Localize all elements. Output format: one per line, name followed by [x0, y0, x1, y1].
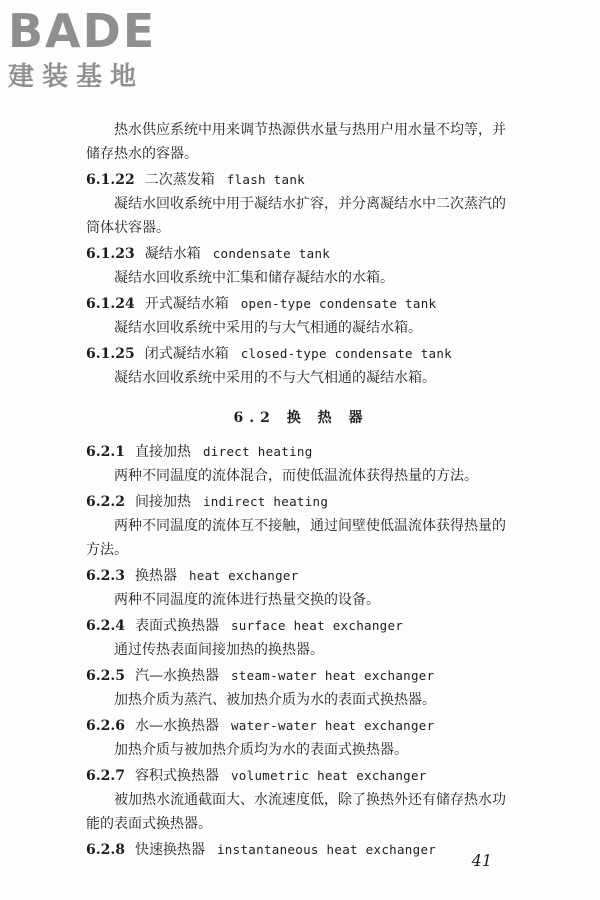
term-number: 6.1.22: [86, 172, 135, 188]
term-chinese: 间接加热: [134, 494, 191, 510]
term-english: volumetric heat exchanger: [230, 768, 427, 783]
term-entry: [86, 614, 516, 662]
term-entry: [86, 714, 516, 762]
term-entry: [86, 292, 516, 340]
term-english: indirect heating: [202, 494, 329, 509]
term-definition: 加热介质为蒸汽、被加热介质为水的表面式换热器。: [114, 692, 436, 708]
term-english: flash tank: [226, 172, 305, 187]
term-english: water-water heat exchanger: [230, 718, 435, 733]
term-number: 6.2.3: [86, 568, 125, 584]
entries-6-2: [86, 440, 516, 862]
term-number: 6.2.1: [86, 444, 125, 460]
term-entry: [86, 764, 516, 836]
term-number: 6.2.6: [86, 718, 125, 734]
term-english: open-type condensate tank: [240, 296, 437, 311]
term-entry: [86, 838, 516, 862]
term-entry: [86, 168, 516, 240]
term-chinese: 表面式换热器: [134, 618, 219, 634]
term-number: 6.2.4: [86, 618, 125, 634]
term-number: 6.1.24: [86, 296, 135, 312]
term-heading: [86, 564, 516, 588]
term-chinese: 水—水换热器: [134, 718, 219, 734]
term-chinese: 凝结水箱: [144, 246, 201, 262]
term-english: steam-water heat exchanger: [230, 668, 435, 683]
term-definition: 两种不同温度的流体进行热量交换的设备。: [114, 592, 380, 608]
term-english: closed-type condensate tank: [240, 346, 453, 361]
term-heading: [86, 764, 516, 788]
term-heading: [86, 168, 516, 192]
logo-wordmark: BADE: [8, 4, 157, 58]
term-number: 6.1.25: [86, 346, 135, 362]
term-entry: [86, 242, 516, 290]
term-heading: [86, 714, 516, 738]
term-definition: 凝结水回收系统中汇集和储存凝结水的水箱。: [114, 270, 394, 286]
term-heading: [86, 342, 516, 366]
term-chinese: 开式凝结水箱: [144, 296, 229, 312]
term-number: 6.1.23: [86, 246, 135, 262]
term-chinese: 闭式凝结水箱: [144, 346, 229, 362]
term-entry: [86, 490, 516, 562]
section-title: 6.2 换 热 器: [233, 410, 369, 426]
term-definition: 两种不同温度的流体混合，而使低温流体获得热量的方法。: [114, 468, 478, 484]
term-heading: [86, 440, 516, 464]
term-entry: [86, 440, 516, 488]
term-chinese: 直接加热: [134, 444, 191, 460]
bade-logo: [8, 6, 156, 94]
term-definition: 凝结水回收系统中用于凝结水扩容，并分离凝结水中二次蒸汽的筒体状容器。: [86, 196, 506, 236]
term-heading: [86, 292, 516, 316]
term-heading: [86, 242, 516, 266]
term-english: direct heating: [202, 444, 313, 459]
term-heading: [86, 838, 516, 862]
term-definition: 凝结水回收系统中采用的与大气相通的凝结水箱。: [114, 320, 422, 336]
term-definition: 通过传热表面间接加热的换热器。: [114, 642, 324, 658]
entries-6-1: [86, 168, 516, 390]
logo-subtitle: 建装基地: [8, 62, 145, 92]
term-definition: 凝结水回收系统中采用的不与大气相通的凝结水箱。: [114, 370, 436, 386]
term-chinese: 快速换热器: [134, 842, 205, 858]
term-chinese: 容积式换热器: [134, 768, 219, 784]
term-number: 6.2.7: [86, 768, 125, 784]
term-number: 6.2.5: [86, 668, 125, 684]
term-definition: 两种不同温度的流体互不接触，通过间壁使低温流体获得热量的方法。: [86, 518, 506, 558]
term-english: heat exchanger: [188, 568, 299, 583]
term-english: surface heat exchanger: [230, 618, 404, 633]
intro-paragraph: 热水供应系统中用来调节热源供水量与热用户用水量不均等，并储存热水的容器。: [86, 122, 506, 162]
term-heading: [86, 490, 516, 514]
term-english: instantaneous heat exchanger: [216, 842, 437, 857]
term-chinese: 二次蒸发箱: [144, 172, 215, 188]
term-chinese: 换热器: [134, 568, 177, 584]
term-english: condensate tank: [212, 246, 331, 261]
term-number: 6.2.2: [86, 494, 125, 510]
term-chinese: 汽—水换热器: [134, 668, 219, 684]
term-entry: [86, 664, 516, 712]
term-number: 6.2.8: [86, 842, 125, 858]
term-entry: [86, 564, 516, 612]
page-number: 41: [471, 851, 492, 870]
document-body: [86, 118, 516, 862]
term-heading: [86, 664, 516, 688]
term-entry: [86, 342, 516, 390]
term-heading: [86, 614, 516, 638]
term-definition: 被加热水流通截面大、水流速度低，除了换热外还有储存热水功能的表面式换热器。: [86, 792, 506, 832]
term-definition: 加热介质与被加热介质均为水的表面式换热器。: [114, 742, 408, 758]
